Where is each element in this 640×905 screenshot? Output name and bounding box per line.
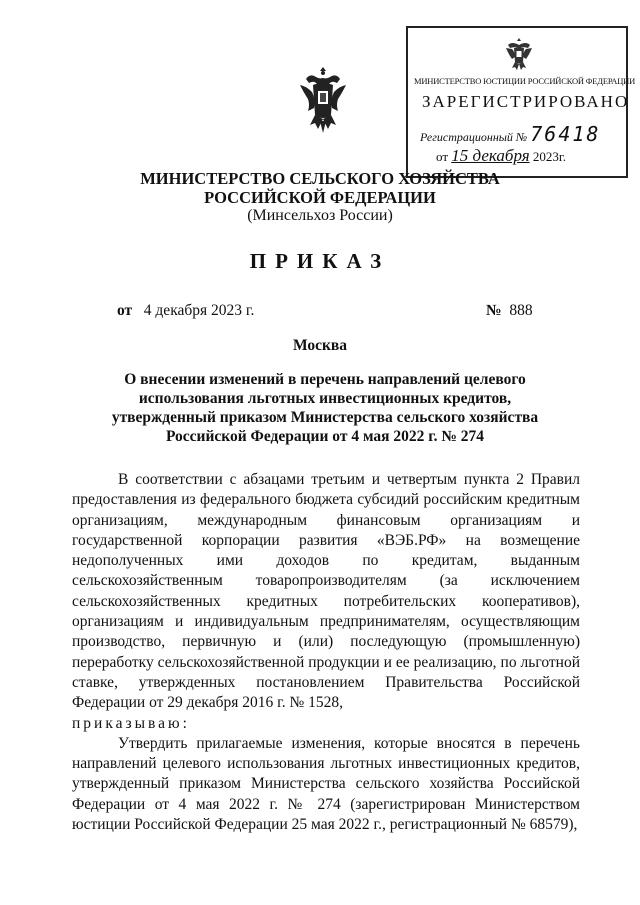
- stamp-ministry: МИНИСТЕРСТВО ЮСТИЦИИ РОССИЙСКОЙ ФЕДЕРАЦИИ: [414, 76, 636, 86]
- stamp-status: ЗАРЕГИСТРИРОВАНО: [422, 92, 630, 111]
- order-number-label: №: [486, 302, 502, 319]
- ministry-name: [100, 169, 540, 207]
- stamp-registration-line: [420, 122, 625, 146]
- stamp-reg-number: 76418: [530, 122, 601, 146]
- order-number: [486, 302, 533, 320]
- ministry-short-name: (Минсельхоз России): [247, 207, 393, 224]
- stamp-date-prefix: от: [436, 149, 449, 164]
- order-date-value: 4 декабря 2023 г.: [143, 302, 255, 319]
- body-paragraph-1: В соответствии с абзацами третьим и четвертым пункта 2 Правил предоставления из федерального бюджета субсидий российским кредитным организациям, международным финансовым организациям и государственной корпорации развития «ВЭБ.РФ» на возмещение недополученных ими доходов по кредитам, выданным сельскохозяйственным товаропроизводителям (за исключением сельскохозяйственных кредитных потребительских кооперативов), организациям и индивидуальным предпринимателям, осуществляющим производство, первичную и (или) последующую (промышленную) переработку сельскохозяйственной продукции и ее реализацию, по льготной ставке, утвержденных постановлением Правительства Российской Федерации от 29 декабря 2016 г. № 1528,: [72, 471, 580, 712]
- order-number-value: 888: [509, 302, 533, 319]
- stamp-reg-label: Регистрационный №: [420, 130, 528, 144]
- body-paragraph-2: Утвердить прилагаемые изменения, которые вносятся в перечень направлений целевого использования льготных инвестиционных кредитов, утвержденный приказом Министерства сельского хозяйства Российской Федерации от 4 мая 2022 г. № 274 (зарегистрирован Министерством юстиции Российской Федерации 25 мая 2022 г., регистрационный № 68579),: [72, 734, 580, 834]
- order-word: приказываю:: [72, 714, 190, 732]
- order-word-line: [72, 714, 580, 734]
- city-name: Москва: [292, 337, 348, 354]
- registration-stamp: [406, 26, 636, 178]
- coat-of-arms-emblem: [296, 63, 350, 137]
- document-type-title: ПРИКАЗ: [249, 249, 391, 273]
- ministry-name-line1: МИНИСТЕРСТВО СЕЛЬСКОГО ХОЗЯЙСТВА: [140, 169, 500, 188]
- order-date: [117, 302, 254, 320]
- stamp-emblem-icon: [504, 36, 534, 72]
- order-body: [72, 470, 580, 835]
- stamp-date-handwritten: 15 декабря: [451, 146, 530, 165]
- order-subject: О внесении изменений в перечень направлений целевого использования льготных инвестиционных кредитов, утвержденный приказом Министерства сельского хозяйства Российской Федерации от 4 мая 2022 г. № 274: [111, 371, 539, 445]
- ministry-name-line2: РОССИЙСКОЙ ФЕДЕРАЦИИ: [204, 188, 436, 207]
- stamp-date-line: [436, 146, 626, 166]
- order-date-prefix: от: [117, 302, 133, 319]
- stamp-date-year: 2023г.: [532, 149, 566, 164]
